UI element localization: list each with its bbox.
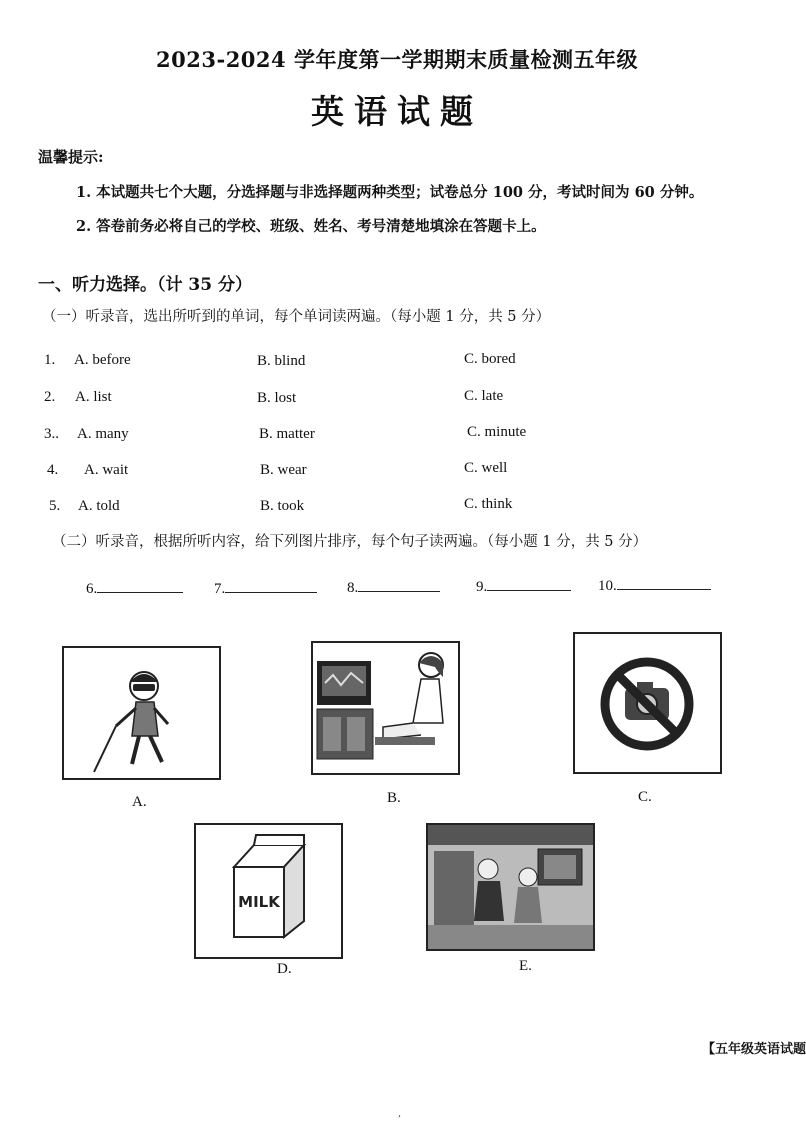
option-a: A. told [78,498,120,514]
classroom-scene-icon [428,825,593,949]
milk-label: MILK [238,893,280,911]
option-c: C. late [464,388,504,404]
option-c: C. well [464,460,508,476]
tip-item-2: 2. 答卷前务必将自己的学校、班级、姓名、考号清楚地填涂在答题卡上。 [76,218,546,235]
girl-watching-tv-icon [313,643,458,773]
question-number: 5. [49,498,61,514]
question-number: 4. [47,462,59,478]
picture-label-b: B. [387,790,401,806]
exam-title: 2023-2024 学年度第一学期期末质量检测五年级 [156,47,638,72]
picture-label-c: C. [638,789,652,805]
answer-blank-8[interactable] [347,577,440,597]
blank-number: 8. [347,580,359,596]
picture-e [426,823,595,951]
picture-b [311,641,460,775]
no-photography-sign-icon [575,634,720,772]
blank-number: 7. [214,581,226,597]
tip-item-1: 1. 本试题共七个大题，分选择题与非选择题两种类型；试卷总分 100 分，考试时间为 60 分钟。 [76,184,704,201]
option-a: A. wait [84,462,129,478]
option-b: B. took [260,498,305,514]
option-a: A. many [77,426,129,442]
picture-a [62,646,221,780]
picture-label-a: A. [132,794,147,810]
tips-label: 温馨提示: [38,148,104,166]
picture-label-d: D. [277,961,292,977]
question-number: 2. [44,389,56,405]
subject-title: 英语试题 [311,92,483,131]
picture-d [194,823,343,959]
blank-number: 10. [598,578,617,594]
option-c: C. minute [467,424,527,440]
option-a: A. before [74,352,131,368]
part2-instruction: （二）听录音，根据所听内容，给下列图片排序，每个句子读两遍。（每小题 1 分，共 5 分） [52,534,648,550]
option-a: A. list [75,389,112,405]
option-b: B. blind [257,353,306,369]
blind-person-with-cane-icon [64,648,219,778]
blank-number: 6. [86,581,98,597]
option-c: C. bored [464,351,516,367]
picture-c [573,632,722,774]
option-c: C. think [464,496,513,512]
page-mark: , [398,1108,402,1119]
section-title: 一、听力选择。（计 35 分） [38,275,252,295]
picture-label-e: E. [519,958,532,974]
answer-blank-7[interactable] [214,578,317,598]
option-b: B. lost [257,390,297,406]
footer-label: 【五年级英语试题 [701,1042,806,1057]
option-b: B. wear [260,462,307,478]
question-number: 3.. [44,426,59,442]
option-b: B. matter [259,426,315,442]
answer-blank-6[interactable] [86,578,183,598]
answer-blank-10[interactable] [598,575,711,595]
milk-carton-icon [196,825,341,957]
blank-number: 9. [476,579,488,595]
answer-blank-9[interactable] [476,576,571,596]
part1-instruction: （一）听录音，选出所听到的单词，每个单词读两遍。（每小题 1 分，共 5 分） [42,309,551,325]
question-number: 1. [44,352,56,368]
